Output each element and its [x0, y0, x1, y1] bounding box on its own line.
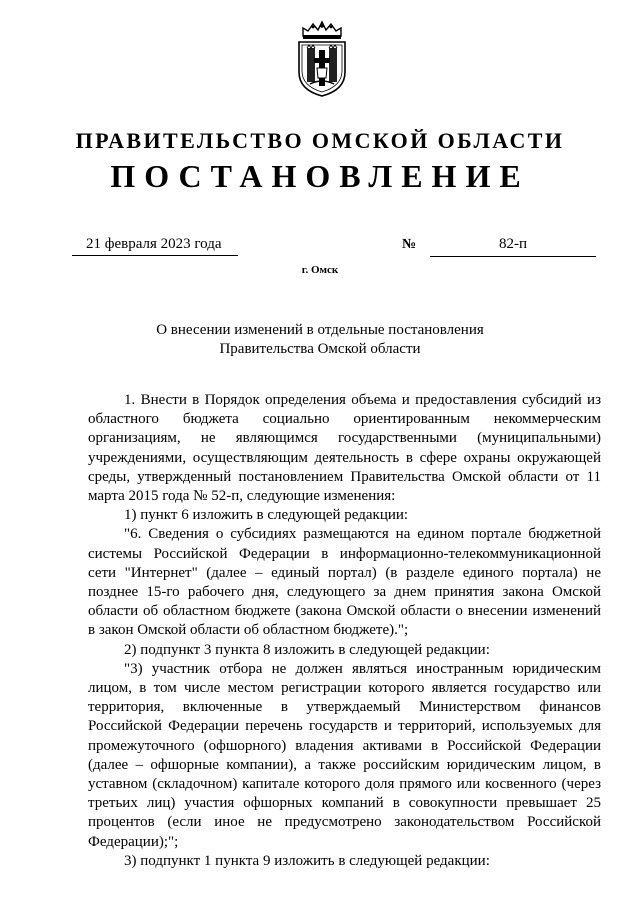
body-paragraph: 1) пункт 6 изложить в следующей редакции: [124, 507, 409, 524]
body-paragraph: 2) подпункт 3 пункта 8 изложить в следующей редакции: [124, 641, 490, 658]
body-paragraph: 1. Внести в Порядок определения объема и предоставления субсидий из областного бюджета социально ориентированным некоммерческим организациям, не являющимся государственными (муниципальными) учреждениями, осуществляющим деятельность в сфере охраны окружающей среды, утвержденный постановлением Правительства Омской области от 11 марта 2015 года № 52-п, следующие изменения: [88, 392, 601, 505]
body-paragraph: "3) участник отбора не должен являться иностранным юридическим лицом, в том числе местом регистрации которого является государство или территория, включенные в утверждаемый Министерством финансов Российской Федерации перечень государств и территорий, используемых для промежуточного (офшорного) владения активами в Российской Федерации (далее – офшорные компании), а также российским юридическим лицом, в уставном (складочном) капитале которого доля прямого или косвенного (через третьих лиц) участия офшорных компаний в совокупности превышает 25 процентов (если иное не предусмотрено законодательством Российской Федерации);"; [88, 660, 601, 850]
number-sign: № [402, 237, 417, 252]
document-subject [100, 321, 540, 359]
document-number: 82-п [430, 236, 596, 257]
government-title: ПРАВИТЕЛЬСТВО ОМСКОЙ ОБЛАСТИ [75, 128, 565, 153]
body-paragraph: 3) подпункт 1 пункта 9 изложить в следующей редакции: [124, 852, 490, 869]
document-type-title: ПОСТАНОВЛЕНИЕ [110, 158, 530, 194]
city-label: г. Омск [301, 264, 339, 276]
body-paragraph: "6. Сведения о субсидиях размещаются на едином портале бюджетной системы Российской Федерации в информационно-телекоммуникационной сети "Интернет" (далее – единый портал) (в разделе единого портала) не позднее 15-го рабочего дня, следующего за днем принятия закона Омской области об областном бюджете (закона Омской области о внесении изменений в закон Омской области об областном бюджете)."; [88, 526, 601, 639]
subject-line: О внесении изменений в отдельные постановления [156, 322, 484, 338]
omsk-coat-of-arms-icon [293, 20, 351, 98]
subject-line: Правительства Омской области [219, 341, 421, 357]
document-date: 21 февраля 2023 года [72, 236, 238, 256]
document-body [88, 391, 601, 871]
